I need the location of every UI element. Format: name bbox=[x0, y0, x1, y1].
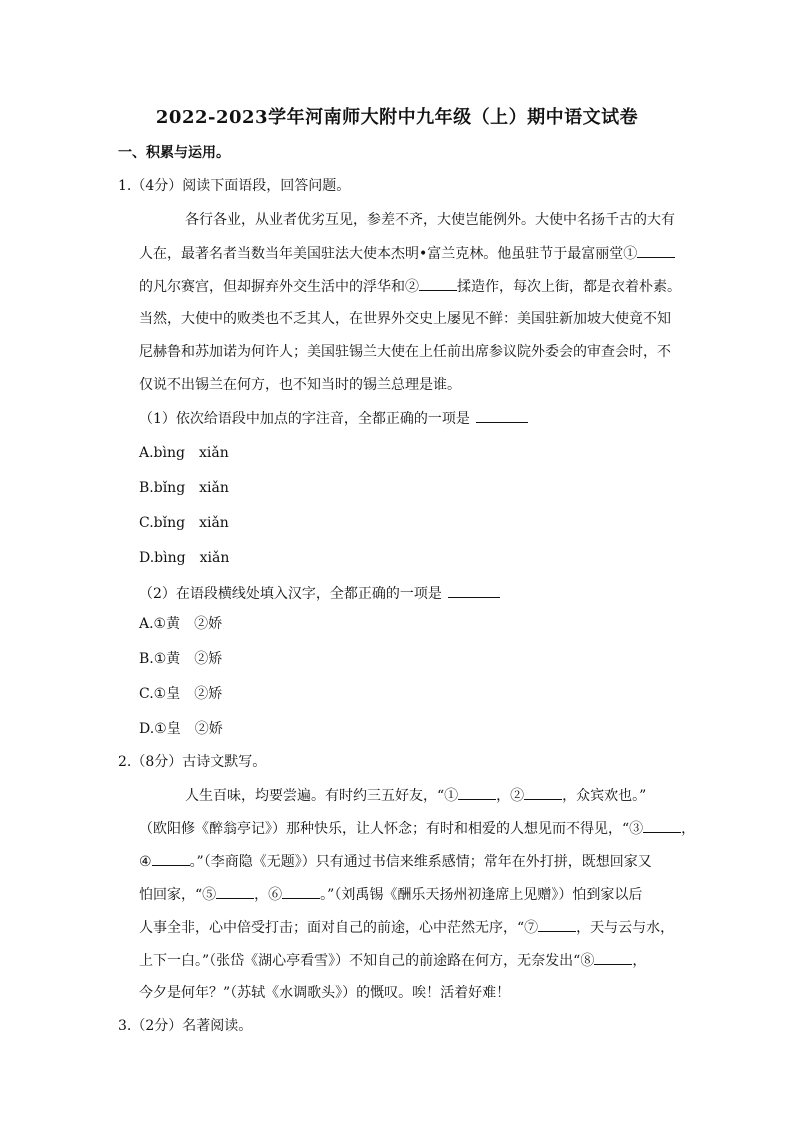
poem-line bbox=[139, 917, 674, 938]
poem-line bbox=[139, 884, 642, 905]
question-3-heading: 3.（2分）名著阅读。 bbox=[118, 1018, 253, 1034]
passage-line: 各行各业，从业者优劣互见，参差不齐，大使岂能例外。大使中名扬千古的大有 bbox=[185, 212, 675, 228]
option-d: D.①皇 ②娇 bbox=[139, 721, 223, 737]
passage-line: 当然，大使中的败类也不乏其人，在世界外交史上屡见不鲜：美国驻新加坡大使竟不知 bbox=[139, 311, 671, 327]
sub-question-text: （2）在语段横线处填入汉字，全都正确的一项是 bbox=[139, 586, 442, 602]
poem-text: 怕回家，“⑤ bbox=[139, 887, 217, 903]
poem-text: 上下一白。”（张岱《湖心亭看雪》）不知自己的前途路在何方，无奈发出“⑧ bbox=[139, 953, 595, 969]
poem-text: 人事全非，心中倍受打击；面对自己的前途，心中茫然无序，“⑦ bbox=[139, 920, 539, 936]
passage-text: 人在，最著名者当数当年美国驻法大使本杰明•富兰克林。他虽驻节于最富丽堂① bbox=[139, 246, 638, 262]
fill-blank bbox=[594, 950, 632, 965]
poem-text: ，天与云与水， bbox=[576, 920, 675, 936]
poem-line: 今夕是何年？”（苏轼《水调歌头》）的慨叹。唉！活着好难！ bbox=[139, 985, 511, 1001]
option-b: B.bǐng xiǎn bbox=[139, 480, 229, 496]
poem-line bbox=[139, 851, 652, 872]
fill-blank bbox=[216, 884, 254, 899]
passage-line: 仅说不出锡兰在何方，也不知当时的锡兰总理是谁。 bbox=[139, 377, 461, 393]
fill-blank bbox=[458, 785, 496, 800]
fill-blank bbox=[643, 818, 681, 833]
option-c: C.①皇 ②矫 bbox=[139, 686, 223, 702]
fill-blank bbox=[538, 917, 576, 932]
poem-text: 。”（李商隐《无题》）只有通过书信来维系感情；常年在外打拼，既想回家又 bbox=[189, 854, 652, 870]
fill-blank bbox=[524, 785, 562, 800]
answer-blank bbox=[448, 583, 500, 598]
poem-line bbox=[139, 950, 646, 971]
question-2-heading: 2.（8分）古诗文默写。 bbox=[118, 754, 267, 770]
option-a: A.bìng xiǎn bbox=[139, 445, 229, 461]
exam-title: 2022-2023学年河南师大附中九年级（上）期中语文试卷 bbox=[155, 107, 639, 128]
option-b: B.①黄 ②矫 bbox=[139, 651, 223, 667]
poem-text: ，众宾欢也。” bbox=[562, 788, 647, 804]
poem-text: 。”（刘禹锡《酬乐天扬州初逢席上见赠》）怕到家以后 bbox=[320, 887, 643, 903]
poem-text: （欧阳修《醉翁亭记》）那种快乐，让人怀念；有时和相爱的人想见而不得见，“③ bbox=[139, 821, 644, 837]
section-heading: 一、积累与运用。 bbox=[118, 145, 230, 161]
fill-blank bbox=[637, 243, 675, 258]
option-c: C.bǐng xiǎn bbox=[139, 515, 229, 531]
poem-line bbox=[139, 818, 695, 839]
poem-text: ， bbox=[681, 821, 696, 837]
passage-line bbox=[139, 276, 681, 297]
passage-line bbox=[139, 243, 675, 264]
passage-line: 尼赫鲁和苏加诺为何许人；美国驻锡兰大使在上任前出席参议院外委会的审查会时，不 bbox=[139, 344, 671, 360]
fill-blank bbox=[282, 884, 320, 899]
question-1-heading: 1.（4分）阅读下面语段，回答问题。 bbox=[118, 178, 351, 194]
poem-text: ， bbox=[632, 953, 647, 969]
passage-text: 的凡尔赛宫，但却摒弃外交生活中的浮华和② bbox=[139, 279, 419, 295]
sub-question-1 bbox=[139, 408, 528, 429]
poem-text: 人生百味，均要尝遍。有时约三五好友，“① bbox=[185, 788, 459, 804]
option-a: A.①黄 ②娇 bbox=[139, 616, 223, 632]
poem-text: ，⑥ bbox=[254, 887, 283, 903]
passage-text: 揉造作，每次上街，都是衣着朴素。 bbox=[457, 279, 681, 295]
poem-line bbox=[185, 785, 646, 806]
poem-text: ，② bbox=[496, 788, 525, 804]
fill-blank bbox=[419, 276, 457, 291]
sub-question-2 bbox=[139, 583, 500, 604]
option-d: D.bìng xiǎn bbox=[139, 550, 230, 566]
poem-text: ④ bbox=[139, 854, 152, 870]
answer-blank bbox=[476, 408, 528, 423]
fill-blank bbox=[152, 851, 190, 866]
sub-question-text: （1）依次给语段中加点的字注音，全都正确的一项是 bbox=[139, 411, 470, 427]
